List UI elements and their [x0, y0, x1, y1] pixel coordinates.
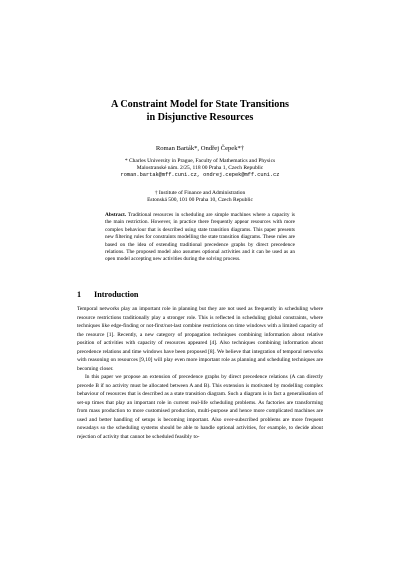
title-line-1: A Constraint Model for State Transitions: [110, 99, 289, 110]
section-heading: [77, 290, 138, 300]
affiliation-charles-university: [0, 158, 400, 179]
affiliation2-line2: Estonská 500, 101 00 Praha 10, Czech Republic: [147, 197, 253, 203]
section-title: Introduction: [94, 290, 139, 299]
author-list: Roman Barták*, Ondřej Čepek*†: [155, 145, 245, 152]
affiliation1-line1: * Charles University in Prague, Faculty of Mathematics and Physics: [124, 158, 276, 164]
title-line-2: in Disjunctive Resources: [146, 111, 254, 123]
affiliation-institute-finance: [0, 190, 400, 204]
abstract-label: Abstract.: [105, 212, 127, 218]
section-body: [77, 305, 323, 441]
paper-title: [0, 99, 400, 124]
section-number: 1: [77, 290, 82, 299]
abstract-text: Traditional resources in scheduling are simple machines where a capacity is the main restriction. However, in practice there frequently appear resources with more complex behaviour that is described using state transition diagrams. This paper presents new filtering rules for constraints modelling the state transition diagrams. These rules are based on the idea of extending traditional precedence graphs by direct precedence relations. The proposed model also assumes optional activities and it can be used as an open model accepting new activities during the solving process.: [105, 212, 295, 263]
paragraph-1: Temporal networks play an important role in planning but they are not used as frequently in scheduling where resource restrictions traditionally play a stronger role. This is reflected in scheduling global constraints, where techniques like edge-finding or not-first/not-last combine restrictions on time windows with a limited capacity of the resource [1]. Recently, a new category of propagation techniques combining information about relative position of activities with capacity of resources appeared [4]. Also techniques combining information about precedence relations and time windows have been proposed [8]. We believe that integration of temporal networks with reasoning on resources [9,10] will play even more important role as planning and scheduling techniques are becoming closer.: [77, 306, 323, 372]
author-emails: roman.bartak@mff.cuni.cz, ondrej.cepek@mff.cuni.cz: [120, 172, 280, 178]
affiliation1-line2: Malostranské nám. 2/25, 118 00 Praha 1, Czech Republic: [136, 165, 264, 171]
affiliation2-line1: † Institute of Finance and Administration: [154, 190, 246, 196]
paragraph-2: In this paper we propose an extension of precedence graphs by direct precedence relations (A can directly precede B if no activity must be allocated between A and B). This extension is motivated by modelling complex behaviour of resources that is described as a state transition diagram. Such a diagram is in fact a generalisation of set-up times that play an important role in current real-life scheduling problems. As factories are transforming from mass production to more customised production, multi-purpose and hence more complicated machines are used and better handling of setups is becoming important. Also over-subscribed problems are more frequent nowadays so the scheduling systems should be able to handle optional activities, for example, to decide about rejection of activity that cannot be scheduled feasibly to-: [77, 374, 323, 440]
abstract: [105, 212, 295, 264]
